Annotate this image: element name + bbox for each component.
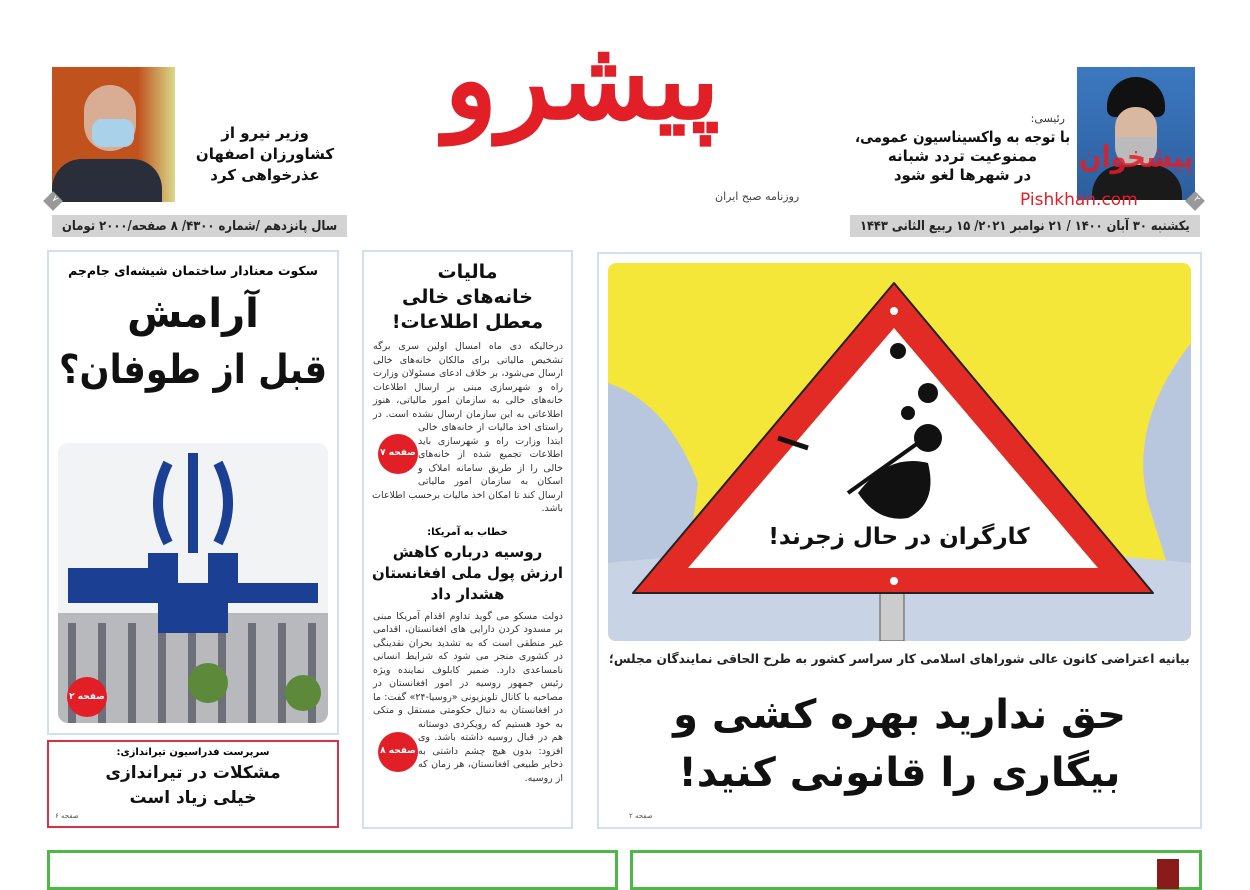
story-tax-body: درحالیکه دی ماه امسال اولین سری برگه تشخیص مالیاتی برای مالکان خانه‌های خالی ارسال می‌شود، بر خلاف ادعای مسئولان وزارت راه و شهرسازی مبنی بر ارسال اطلاعات خانه‌های خالی به سازمان امور مالیاتی، هنوز اطلاعاتی به این سازمان ارسال نشده است. در راستای اخذ مالیات از خانه‌های خالی ابتدا وزارت راه و شهرسازی باید اطلاعات تجمیع شده از خانه‌های خالی را از طریق سامانه املاک و اسکان به سازمان امور مالیاتی ارسال کند تا امکان اخذ مالیات برحسب اطلاعات باشد. bbox=[372, 341, 563, 514]
story-tax bbox=[372, 340, 563, 516]
story-russia bbox=[372, 610, 563, 786]
headline-line: ارزش پول ملی افغانستان bbox=[372, 563, 563, 582]
left-headline bbox=[59, 286, 327, 398]
factory-icon bbox=[1157, 859, 1179, 889]
headline-line: عذرخواهی کرد bbox=[210, 166, 320, 184]
page-badge[interactable]: صفحه ۲ bbox=[67, 677, 107, 717]
issue-bar bbox=[52, 215, 347, 237]
left-kicker-wrap bbox=[57, 262, 329, 280]
left-story[interactable] bbox=[47, 250, 339, 735]
date-bar bbox=[850, 215, 1200, 237]
top-right-headline[interactable] bbox=[855, 128, 1070, 185]
sport-story[interactable] bbox=[47, 740, 339, 828]
page-badge[interactable]: صفحه ۸ bbox=[378, 732, 418, 772]
watermark-text: پیشخوان bbox=[1078, 140, 1193, 175]
minister-photo bbox=[52, 67, 175, 202]
story-russia-body: دولت مسکو می گوید تداوم اقدام آمریکا مبنی بر مسدود کردن دارایی های افغانستان، اقدامی غیر منطقی است که به تشدید بحران نقدینگی در کشوری منجر می شود که شرایط انسانی نامساعدی دارد. ضمیر کابلوف نماینده ویژه رئیس جمهور روسیه در امور افغانستان در مصاحبه با کانال تلویزیونی «روسیا-۲۴» گفت: ما در افغانستان به دنبال حکومتی مستقل و متکی به خود هستیم که رویکردی دوستانه هم در قبال روسیه داشته باشد. وی افزود: بدون هیچ چشم داشتی به ذخایر طبیعی افغانستان، هر زمان که از روسیه. bbox=[373, 610, 563, 784]
headline-line: خیلی زیاد است bbox=[129, 788, 257, 808]
cartoon-caption-wrap bbox=[749, 522, 1049, 552]
sport-headline bbox=[89, 761, 297, 811]
headline-line: در شهرها لغو شود bbox=[893, 166, 1032, 184]
headline-line: روسیه درباره کاهش bbox=[392, 542, 543, 561]
watermark bbox=[1079, 140, 1193, 176]
issue-text: سال پانزدهم /شماره ۴۳۰۰/ ۸ صفحه/۲۰۰۰ تومان bbox=[61, 218, 337, 234]
masthead-logo bbox=[444, 5, 730, 185]
main-story[interactable] bbox=[597, 252, 1202, 829]
kicker: رئیسی: bbox=[1030, 112, 1065, 125]
headline-line: حق ندارید بهره کشی و bbox=[673, 692, 1126, 738]
left-kicker: سکوت معنادار ساختمان شیشه‌ای جام‌جم bbox=[68, 263, 318, 278]
sport-kicker: سرپرست فدراسیون تیراندازی: bbox=[116, 747, 270, 758]
date-text: یکشنبه ۳۰ آبان ۱۴۰۰ / ۲۱ نوامبر ۲۰۲۱/ ۱۵ ربیع الثانی ۱۴۴۳ bbox=[860, 218, 1190, 234]
bottom-right-box[interactable] bbox=[630, 850, 1202, 890]
headline-line: با توجه به واکسیناسیون عمومی، bbox=[854, 128, 1070, 146]
headline-line: قبل از طوفان؟ bbox=[58, 347, 327, 393]
top-left-headline[interactable] bbox=[190, 123, 340, 186]
page-ref: صفحه ۲ bbox=[629, 812, 653, 820]
headline-line: مشکلات در تیراندازی bbox=[105, 763, 281, 783]
page-marker: ۲ bbox=[1185, 191, 1205, 211]
watermark-url: Pishkhan.com bbox=[1020, 190, 1138, 210]
headline-line: خانه‌های خالی bbox=[402, 286, 534, 308]
cartoon-caption: کارگران در حال زجرند! bbox=[768, 524, 1030, 550]
cartoon bbox=[608, 263, 1191, 641]
logo-text: پیشرو bbox=[444, 15, 720, 144]
main-headline[interactable] bbox=[619, 686, 1180, 802]
headline-line: معطل اطلاعات! bbox=[391, 311, 544, 333]
page-marker: ۷ bbox=[43, 191, 63, 211]
main-kicker-wrap bbox=[609, 650, 1190, 668]
raisi-photo bbox=[1077, 67, 1195, 200]
headline-line: ممنوعیت تردد شبانه bbox=[887, 147, 1038, 165]
headline-line: بیگاری را قانونی کنید! bbox=[678, 750, 1121, 796]
headline-line: وزیر نیرو از bbox=[221, 124, 309, 142]
story-russia-kicker: خطاب به آمریکا: bbox=[427, 526, 508, 538]
bottom-left-box[interactable] bbox=[47, 850, 618, 890]
story-russia-headline[interactable] bbox=[372, 542, 563, 605]
headline-line: مالیات bbox=[437, 261, 498, 283]
page-ref: صفحه ۶ bbox=[55, 812, 79, 820]
middle-column bbox=[362, 250, 573, 829]
main-kicker: بیانیه اعتراضی کانون عالی شوراهای اسلامی کار سراسر کشور به طرح الحاقی نمایندگان مجلس؛ bbox=[609, 651, 1190, 666]
tagline: روزنامه صبح ایران bbox=[715, 190, 800, 203]
headline-line: آرامش bbox=[127, 291, 259, 337]
headline-line: هشدار داد bbox=[430, 584, 505, 603]
page-badge[interactable]: صفحه ۷ bbox=[378, 434, 418, 474]
headline-line: کشاورزان اصفهان bbox=[195, 145, 335, 163]
story-tax-headline[interactable] bbox=[372, 260, 563, 335]
